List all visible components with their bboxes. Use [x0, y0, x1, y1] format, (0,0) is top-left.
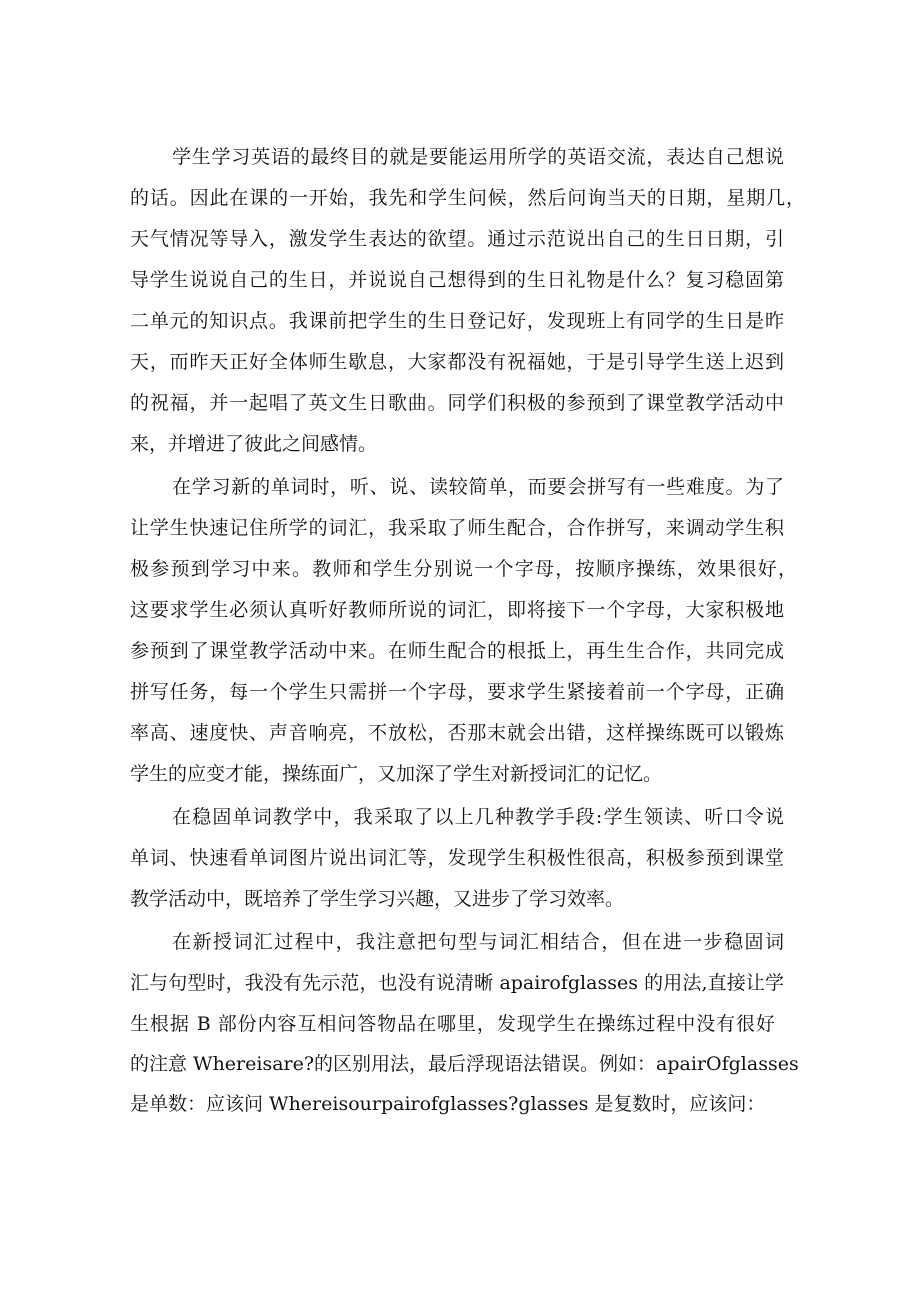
text-line: 的注意 Whereisare?的区别用法，最后浮现语法错误。例如：apairOfglasses — [130, 1053, 799, 1075]
text-line: 单词、快速看单词图片说出词汇等，发现学生积极性很高，积极参预到课堂 — [130, 847, 784, 869]
text-line: 教学活动中，既培养了学生学习兴趣，又进步了学习效率。 — [130, 888, 625, 910]
text-line: 二单元的知识点。我课前把学生的生日登记好，发现班上有同学的生日是昨 — [130, 310, 784, 332]
text-line: 天，而昨天正好全体师生歇息，大家都没有祝福她，于是引导学生送上迟到 — [130, 351, 784, 373]
text-line: 让学生快速记住所学的词汇，我采取了师生配合，合作拼写，来调动学生积 — [130, 517, 784, 539]
text-line: 的话。因此在课的一开始，我先和学生问候，然后问询当天的日期，星期几， — [130, 187, 805, 209]
text-line: 天气情况等导入，激发学生表达的欲望。通过示范说出自己的生日日期，引 — [130, 228, 784, 250]
text-line: 生根据 B 部份内容互相问答物品在哪里，发现学生在操练过程中没有很好 — [130, 1013, 775, 1035]
text-line: 学生学习英语的最终目的就是要能运用所学的英语交流，表达自己想说 — [172, 146, 784, 168]
text-line: 是单数：应该问 Whereisourpairofglasses?glasses 是复数时，应该问： — [130, 1093, 766, 1115]
text-line: 拼写任务，每一个学生只需拼一个字母，要求学生紧接着前一个字母，正确 — [130, 681, 784, 703]
text-line: 在新授词汇过程中，我注意把句型与词汇相结合，但在进一步稳固词 — [172, 931, 784, 953]
text-line: 汇与句型时，我没有先示范，也没有说清晰 apairofglasses 的用法,直接让学 — [130, 972, 784, 994]
text-line: 极参预到学习中来。教师和学生分别说一个字母，按顺序操练，效果很好， — [130, 558, 797, 580]
text-line: 参预到了课堂教学活动中来。在师生配合的根抵上，再生生合作，共同完成 — [130, 640, 784, 662]
text-line: 在学习新的单词时，听、说、读较简单，而要会拼写有一些难度。为了 — [172, 476, 784, 498]
text-line: 这要求学生必须认真听好教师所说的词汇，即将接下一个字母，大家积极地 — [130, 599, 784, 621]
text-line: 来，并增进了彼此之间感情。 — [130, 433, 378, 455]
text-line: 学生的应变才能，操练面广，又加深了学生对新授词汇的记忆。 — [130, 763, 663, 785]
text-line: 导学生说说自己的生日，并说说自己想得到的生日礼物是什么？复习稳固第 — [130, 269, 784, 291]
text-line: 的祝福，并一起唱了英文生日歌曲。同学们积极的参预到了课堂教学活动中 — [130, 392, 784, 414]
text-line: 率高、速度快、声音响亮，不放松，否那末就会出错，这样操练既可以锻炼 — [130, 722, 784, 744]
text-line: 在稳固单词教学中，我采取了以上几种教学手段:学生领读、听口令说 — [172, 806, 784, 828]
